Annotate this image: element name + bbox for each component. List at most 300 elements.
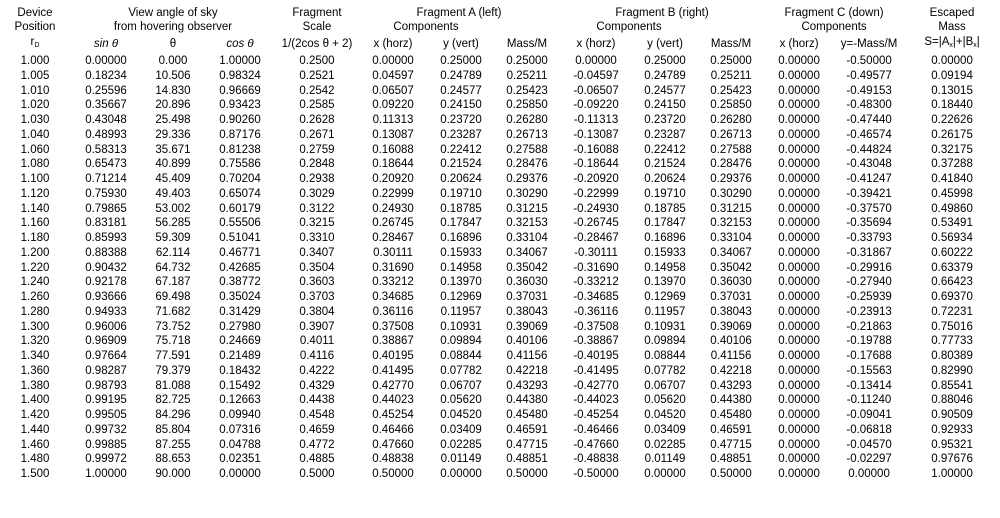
table-cell: 0.31215: [710, 202, 752, 215]
table-cell: 0.41156: [506, 350, 548, 362]
table-cell: 0.90260: [219, 114, 261, 126]
table-cell: 0.60222: [931, 246, 973, 259]
table-cell: 0.10931: [644, 320, 686, 333]
table-cell: 0.92933: [931, 423, 973, 436]
table-cell: 0.25211: [710, 69, 752, 82]
table-cell: 71.682: [155, 305, 191, 318]
table-cell: 0.11313: [372, 114, 414, 126]
table-cell: 0.3504: [299, 261, 335, 274]
table-cell: 1.00000: [219, 55, 261, 67]
fragment-table: [0, 6, 1000, 482]
table-cell: 45.409: [155, 173, 191, 185]
table-cell: 0.00000: [778, 468, 820, 480]
table-cell: 1.00000: [931, 468, 973, 480]
table-cell: 0.00000: [440, 468, 482, 480]
table-cell: -0.46574: [846, 128, 892, 141]
table-cell: 0.08844: [440, 350, 482, 362]
table-cell: 0.30290: [506, 187, 548, 200]
table-cell: -0.22999: [573, 187, 619, 200]
table-cell: 0.75930: [85, 187, 127, 200]
table-cell: 1.060: [20, 143, 50, 156]
header-escaped: Escaped: [929, 7, 975, 19]
table-cell: 0.30111: [373, 246, 413, 259]
table-cell: 0.3907: [299, 320, 335, 333]
table-cell: 0.09894: [644, 335, 686, 348]
table-cell: 0.42685: [219, 261, 261, 274]
table-cell: 29.336: [155, 128, 191, 141]
table-cell: -0.34685: [573, 291, 619, 303]
table-row: [0, 393, 1000, 408]
table-cell: 0.33104: [506, 232, 548, 244]
table-cell: 0.42218: [710, 364, 752, 377]
table-cell: 1.120: [20, 187, 50, 200]
table-cell: 0.31215: [506, 202, 548, 215]
header-components-b: Components: [596, 21, 662, 33]
table-cell: 0.18234: [85, 69, 127, 82]
table-cell: 0.2759: [299, 143, 335, 156]
table-cell: -0.04597: [573, 69, 619, 82]
table-cell: 0.37031: [710, 291, 752, 303]
table-cell: 1.010: [20, 84, 50, 97]
table-cell: 0.24789: [440, 69, 482, 82]
table-cell: 0.00000: [778, 128, 820, 141]
table-cell: 0.00000: [778, 320, 820, 333]
table-cell: 0.2628: [299, 114, 335, 126]
table-cell: 0.45480: [710, 409, 752, 421]
table-row: [0, 261, 1000, 276]
table-cell: 0.96909: [85, 335, 127, 348]
table-cell: 0.00000: [778, 261, 820, 274]
table-cell: -0.31867: [846, 246, 892, 259]
table-cell: 0.12969: [440, 291, 482, 303]
table-cell: 0.00000: [219, 468, 261, 480]
table-cell: 0.25423: [710, 84, 752, 97]
table-cell: 0.00000: [778, 114, 820, 126]
header-device: Device: [17, 7, 53, 19]
table-cell: 0.17847: [644, 217, 686, 230]
table-cell: 0.38043: [710, 305, 752, 318]
table-cell: -0.21863: [846, 320, 892, 333]
table-cell: 1.040: [20, 128, 50, 141]
table-cell: 0.14958: [644, 261, 686, 274]
table-row: [0, 423, 1000, 438]
header-position: Position: [14, 21, 56, 33]
table-cell: 0.09220: [372, 99, 414, 112]
table-cell: 0.51041: [219, 232, 261, 244]
table-cell: 0.16088: [372, 143, 414, 156]
table-cell: 0.97676: [931, 453, 973, 466]
table-cell: 0.25423: [506, 84, 548, 97]
table-row: [0, 216, 1000, 231]
table-cell: 0.09194: [931, 69, 973, 82]
table-cell: 0.15492: [219, 379, 261, 392]
table-cell: 0.23720: [440, 114, 482, 126]
table-cell: 0.20624: [644, 173, 686, 185]
table-cell: -0.28467: [573, 232, 619, 244]
table-cell: -0.30111: [574, 246, 618, 259]
table-cell: 0.88388: [85, 246, 127, 259]
table-cell: -0.48300: [846, 99, 892, 112]
table-row: [0, 452, 1000, 467]
table-cell: 0.04520: [440, 409, 482, 421]
table-cell: 0.01149: [440, 453, 482, 466]
table-cell: 0.92178: [85, 276, 127, 289]
table-cell: 1.280: [20, 305, 50, 318]
table-cell: 0.93423: [219, 99, 261, 112]
table-cell: 0.00000: [575, 55, 617, 67]
table-cell: 0.07316: [219, 423, 261, 436]
table-cell: 0.00000: [778, 246, 820, 259]
table-cell: -0.39421: [846, 187, 892, 200]
table-cell: 1.320: [20, 335, 50, 348]
table-cell: 0.69370: [931, 291, 973, 303]
table-cell: 0.70204: [219, 173, 261, 185]
table-cell: 0.25850: [506, 99, 548, 112]
table-cell: 40.899: [155, 158, 191, 171]
table-cell: 0.80389: [931, 350, 973, 362]
header-components-a: Components: [393, 21, 459, 33]
table-cell: 0.00000: [778, 350, 820, 362]
header-components-c: Components: [801, 21, 867, 33]
header-fragment-a: Fragment A (left): [416, 7, 502, 19]
table-cell: 0.00000: [778, 69, 820, 82]
table-cell: 0.4438: [299, 394, 335, 407]
table-cell: 0.3804: [299, 305, 335, 318]
table-cell: 0.24577: [440, 84, 482, 97]
table-cell: 0.01149: [644, 453, 686, 466]
table-cell: 0.36116: [372, 305, 414, 318]
table-cell: 1.005: [20, 69, 50, 82]
table-cell: 0.42770: [372, 379, 414, 392]
table-cell: 0.00000: [778, 217, 820, 230]
table-cell: 0.12969: [644, 291, 686, 303]
table-cell: 0.12663: [219, 394, 261, 407]
table-cell: 0.4885: [299, 453, 335, 466]
table-cell: 0.13015: [931, 84, 973, 97]
table-cell: 0.31690: [372, 261, 414, 274]
table-cell: 0.40106: [506, 335, 548, 348]
table-cell: 0.43293: [506, 379, 548, 392]
table-cell: 0.2500: [299, 55, 335, 67]
table-cell: 0.06707: [644, 379, 686, 392]
table-cell: -0.31690: [573, 261, 619, 274]
table-cell: 0.09894: [440, 335, 482, 348]
table-cell: 0.25000: [710, 55, 752, 67]
table-cell: 1.00000: [85, 468, 127, 480]
table-cell: 0.27588: [710, 143, 752, 156]
table-cell: 0.41495: [372, 364, 414, 377]
table-cell: 0.4011: [299, 335, 335, 348]
table-cell: 0.24930: [372, 202, 414, 215]
table-body: [0, 54, 1000, 482]
table-cell: 0.38772: [219, 276, 261, 289]
table-cell: 0.35024: [219, 291, 261, 303]
table-cell: 1.380: [20, 379, 50, 392]
table-cell: -0.37508: [573, 320, 619, 333]
table-cell: 0.04520: [644, 409, 686, 421]
table-cell: 0.07782: [644, 364, 686, 377]
table-cell: 0.26745: [372, 217, 414, 230]
table-cell: 0.00000: [778, 379, 820, 392]
table-cell: 0.72231: [931, 305, 973, 318]
header-theta: θ: [169, 38, 177, 50]
table-cell: -0.36116: [573, 305, 619, 318]
table-cell: -0.17688: [846, 350, 892, 362]
table-row: [0, 84, 1000, 99]
table-cell: 0.25000: [440, 55, 482, 67]
table-cell: -0.23913: [846, 305, 892, 318]
table-cell: 62.114: [155, 246, 191, 259]
table-cell: 0.46591: [506, 423, 548, 436]
table-cell: 0.32175: [931, 143, 973, 156]
table-row: [0, 246, 1000, 261]
table-cell: 0.00000: [778, 305, 820, 318]
table-cell: 0.94933: [85, 305, 127, 318]
table-cell: 1.020: [20, 99, 50, 112]
table-cell: 0.09940: [219, 409, 261, 421]
table-cell: 0.99195: [85, 394, 127, 407]
table-cell: 0.30290: [710, 187, 752, 200]
header-c-y: y=-Mass/M: [840, 38, 898, 50]
table-row: [0, 334, 1000, 349]
header-fragment: Fragment: [292, 7, 342, 19]
table-row: [0, 320, 1000, 335]
table-cell: 0.46771: [219, 246, 261, 259]
table-cell: 0.20624: [440, 173, 482, 185]
table-cell: 0.37288: [931, 158, 973, 171]
table-cell: 0.79865: [85, 202, 127, 215]
table-cell: 0.08844: [644, 350, 686, 362]
table-cell: 0.96669: [219, 84, 261, 97]
header-cos: cos θ: [226, 38, 254, 50]
table-cell: 0.71214: [85, 173, 127, 185]
header-c-x: x (horz): [779, 38, 819, 50]
table-cell: 0.49860: [931, 202, 973, 215]
table-cell: 0.00000: [778, 291, 820, 303]
table-cell: -0.11313: [573, 114, 619, 126]
table-cell: 0.90432: [85, 261, 127, 274]
table-cell: 0.18785: [644, 202, 686, 215]
table-cell: 0.40106: [710, 335, 752, 348]
table-cell: 0.19710: [440, 187, 482, 200]
table-cell: 1.180: [20, 232, 50, 244]
header-b-x: x (horz): [576, 38, 616, 50]
table-cell: 0.99885: [85, 438, 127, 451]
table-cell: 0.03409: [644, 423, 686, 436]
table-cell: -0.49577: [846, 69, 892, 82]
table-cell: 49.403: [155, 187, 191, 200]
table-cell: 0.3310: [299, 232, 335, 244]
table-cell: 1.440: [20, 423, 50, 436]
table-cell: 0.45254: [372, 409, 414, 421]
table-cell: 1.000: [20, 55, 50, 67]
table-cell: 87.255: [155, 438, 191, 451]
table-cell: -0.50000: [846, 55, 892, 67]
table-cell: 0.11957: [644, 305, 686, 318]
table-cell: 0.48993: [85, 128, 127, 141]
table-cell: 0.24577: [644, 84, 686, 97]
table-cell: 25.498: [155, 114, 191, 126]
table-row: [0, 364, 1000, 379]
table-cell: 0.02351: [219, 453, 261, 466]
header-scale: Scale: [302, 21, 332, 33]
table-cell: 0.24150: [440, 99, 482, 112]
header-from-observer: from hovering observer: [113, 21, 233, 33]
table-cell: -0.33212: [573, 276, 619, 289]
table-cell: -0.13414: [846, 379, 892, 392]
table-cell: 0.00000: [778, 409, 820, 421]
table-cell: -0.33793: [846, 232, 892, 244]
table-cell: 0.99972: [85, 453, 127, 466]
table-cell: 0.24150: [644, 99, 686, 112]
table-cell: 0.93666: [85, 291, 127, 303]
table-cell: 56.285: [155, 217, 191, 230]
table-cell: 53.002: [155, 202, 191, 215]
header-b-mass: Mass/M: [710, 38, 752, 50]
table-cell: 0.00000: [778, 84, 820, 97]
table-cell: 0.35667: [85, 99, 127, 112]
table-cell: 0.45998: [931, 187, 973, 200]
table-cell: 0.19710: [644, 187, 686, 200]
table-cell: 73.752: [155, 320, 191, 333]
table-row: [0, 187, 1000, 202]
header-a-mass: Mass/M: [506, 38, 548, 50]
table-cell: 1.400: [20, 394, 50, 407]
table-cell: 1.100: [20, 173, 50, 185]
table-cell: 0.34685: [372, 291, 414, 303]
table-cell: 0.96006: [85, 320, 127, 333]
table-cell: 0.50000: [710, 468, 752, 480]
table-cell: 1.420: [20, 409, 50, 421]
table-cell: -0.16088: [573, 143, 619, 156]
table-cell: 1.080: [20, 158, 50, 171]
table-cell: 1.360: [20, 364, 50, 377]
table-cell: 0.85541: [931, 379, 973, 392]
table-row: [0, 438, 1000, 453]
table-cell: 0.39069: [710, 320, 752, 333]
table-cell: 84.296: [155, 409, 191, 421]
table-cell: -0.04570: [846, 438, 892, 451]
table-cell: 0.45480: [506, 409, 548, 421]
table-cell: 0.33104: [710, 232, 752, 244]
table-row: [0, 202, 1000, 217]
table-row: [0, 290, 1000, 305]
table-cell: 0.39069: [506, 320, 548, 333]
table-cell: 0.26280: [710, 114, 752, 126]
table-cell: 0.11957: [440, 305, 482, 318]
table-cell: 0.95321: [931, 438, 973, 451]
table-cell: 0.22412: [440, 143, 482, 156]
table-cell: 0.34067: [710, 246, 752, 259]
table-cell: -0.25939: [846, 291, 892, 303]
table-cell: 0.66423: [931, 276, 973, 289]
table-cell: 0.22412: [644, 143, 686, 156]
table-cell: 0.5000: [299, 468, 335, 480]
table-cell: 0.06707: [440, 379, 482, 392]
table-cell: 0.26713: [506, 128, 548, 141]
table-cell: 90.000: [155, 468, 191, 480]
table-cell: 1.160: [20, 217, 50, 230]
table-cell: 0.50000: [372, 468, 414, 480]
header-formula: 1/(2cos θ + 2): [281, 38, 353, 50]
table-cell: 0.00000: [778, 394, 820, 407]
table-cell: 0.26713: [710, 128, 752, 141]
table-cell: 0.38043: [506, 305, 548, 318]
table-cell: 0.4329: [299, 379, 335, 392]
table-cell: -0.42770: [573, 379, 619, 392]
table-cell: 0.29376: [506, 173, 548, 185]
table-cell: -0.46466: [573, 423, 619, 436]
table-cell: 59.309: [155, 232, 191, 244]
table-cell: 14.830: [155, 84, 191, 97]
table-cell: 0.00000: [644, 468, 686, 480]
table-cell: -0.19788: [846, 335, 892, 348]
table-cell: 0.85993: [85, 232, 127, 244]
table-cell: 77.591: [155, 350, 191, 362]
table-row: [0, 275, 1000, 290]
table-cell: -0.20920: [573, 173, 619, 185]
header-b-y: y (vert): [647, 38, 683, 50]
table-cell: 0.55506: [219, 217, 261, 230]
table-cell: 0.58313: [85, 143, 127, 156]
table-cell: 0.75586: [219, 158, 261, 171]
table-cell: -0.40195: [573, 350, 619, 362]
table-cell: 1.480: [20, 453, 50, 466]
header-fragment-c: Fragment C (down): [784, 7, 884, 19]
table-cell: 0.03409: [440, 423, 482, 436]
table-cell: -0.41247: [846, 173, 892, 185]
table-cell: 0.44380: [710, 394, 752, 407]
table-cell: 0.36030: [506, 276, 548, 289]
table-cell: 1.340: [20, 350, 50, 362]
table-cell: 0.00000: [778, 232, 820, 244]
table-row: [0, 157, 1000, 172]
table-cell: 0.35042: [710, 261, 752, 274]
table-cell: 0.00000: [778, 143, 820, 156]
table-cell: 0.4222: [299, 364, 335, 377]
table-cell: 0.25211: [506, 69, 548, 82]
table-cell: 0.28476: [506, 158, 548, 171]
table-cell: 0.2671: [299, 128, 335, 141]
table-cell: 0.46466: [372, 423, 414, 436]
table-cell: 0.41156: [710, 350, 752, 362]
table-cell: 0.24669: [219, 335, 261, 348]
table-cell: 0.00000: [778, 173, 820, 185]
table-cell: 0.56934: [931, 232, 973, 244]
table-cell: 0.18432: [219, 364, 261, 377]
table-cell: 0.43048: [85, 114, 127, 126]
table-cell: 0.16896: [440, 232, 482, 244]
table-header: [0, 6, 1000, 54]
table-cell: -0.18644: [573, 158, 619, 171]
table-cell: 0.4116: [299, 350, 335, 362]
table-cell: 0.21489: [219, 350, 261, 362]
header-sin: sin θ: [93, 38, 119, 50]
table-cell: 0.2848: [299, 158, 335, 171]
table-cell: 1.300: [20, 320, 50, 333]
table-cell: 0.83181: [85, 217, 127, 230]
table-cell: 0.48851: [710, 453, 752, 466]
table-cell: -0.15563: [846, 364, 892, 377]
table-row: [0, 231, 1000, 246]
table-cell: 0.15933: [440, 246, 482, 259]
table-cell: 0.07782: [440, 364, 482, 377]
table-cell: 1.030: [20, 114, 50, 126]
table-cell: -0.06818: [846, 423, 892, 436]
table-cell: 1.260: [20, 291, 50, 303]
table-cell: 0.13970: [644, 276, 686, 289]
table-cell: 0.4772: [299, 438, 335, 451]
